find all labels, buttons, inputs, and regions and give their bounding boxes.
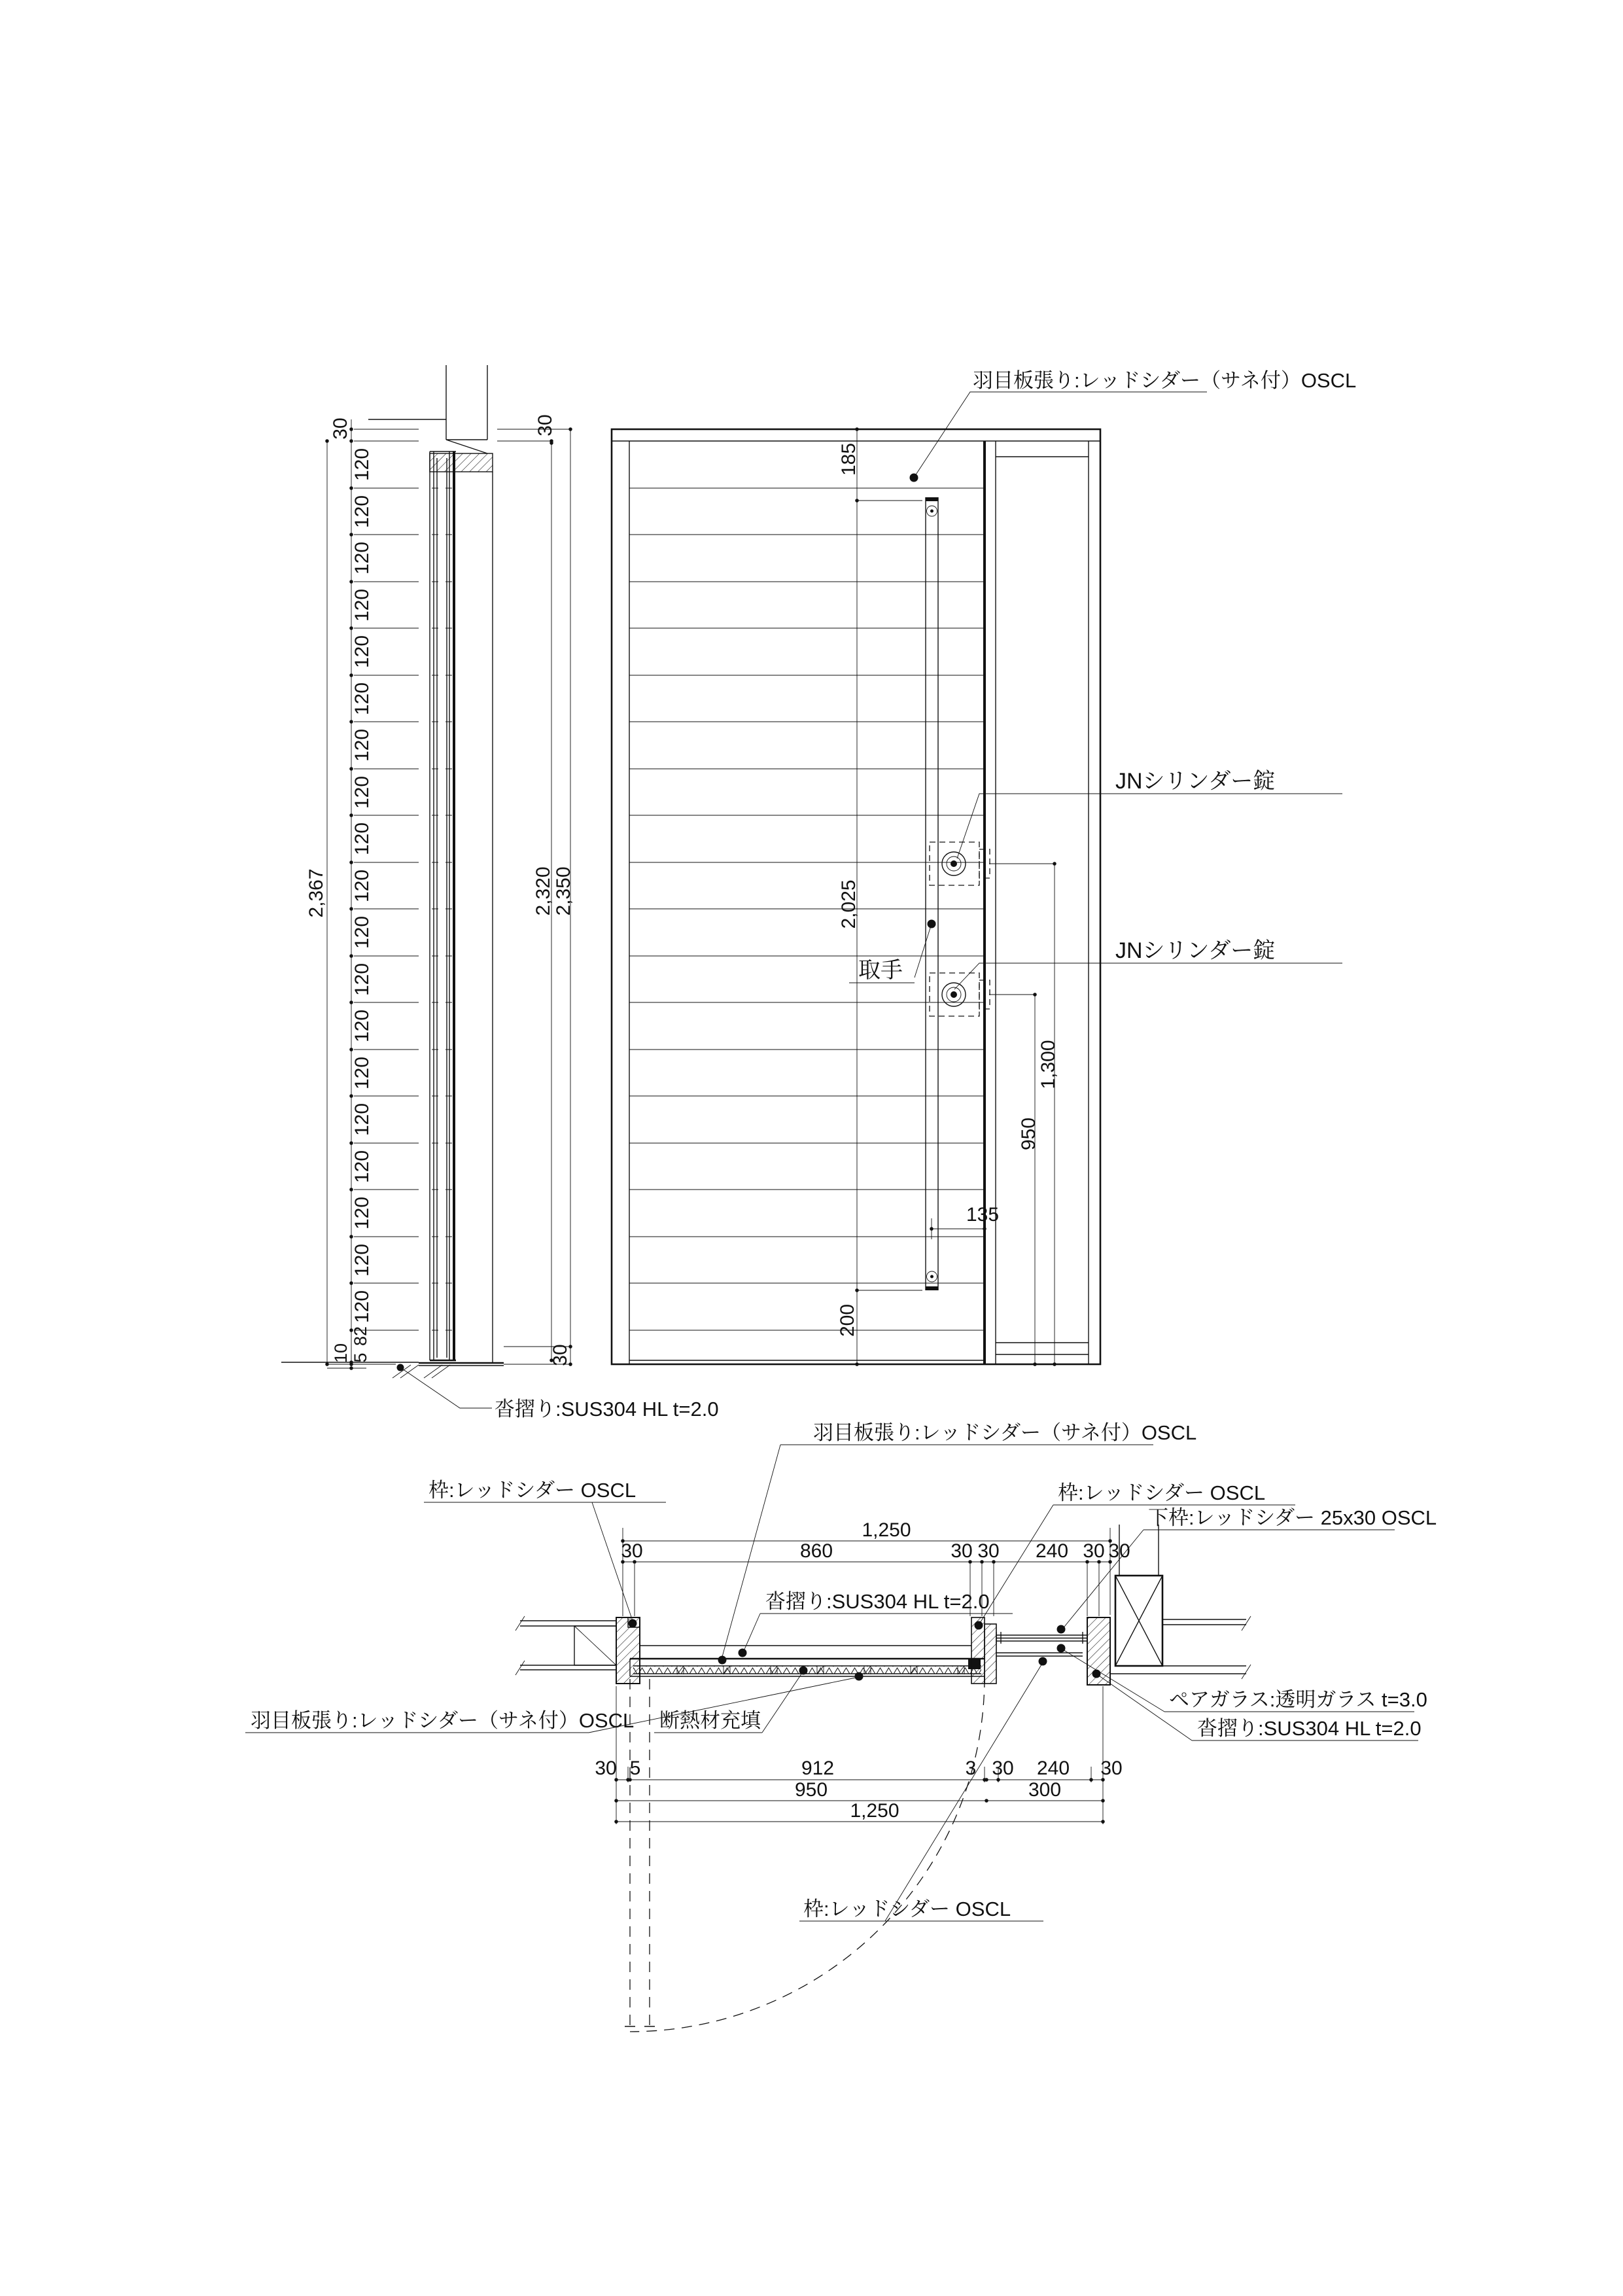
dim-bottom-frame-30: 30 xyxy=(550,1344,571,1366)
label-paneling-plan-left: 羽目板張り:レッドシダー（サネ付）OSCL xyxy=(251,1709,635,1732)
dim-board-9: 120 xyxy=(351,822,373,856)
leader-dot xyxy=(975,1621,983,1630)
dim-plan-top-1: 30 xyxy=(621,1540,643,1562)
dim-board-3: 120 xyxy=(351,541,373,575)
dim-plan-bot-3: 912 xyxy=(801,1757,835,1779)
label-frame-right-top: 枠:レッドシダー OSCL xyxy=(1058,1481,1266,1504)
label-threshold-plan: 沓摺り:SUS304 HL t=2.0 xyxy=(765,1590,990,1613)
label-handle: 取手 xyxy=(858,958,903,983)
label-paneling-plan-top: 羽目板張り:レッドシダー（サネ付）OSCL xyxy=(813,1421,1197,1444)
label-threshold-plan-right: 沓摺り:SUS304 HL t=2.0 xyxy=(1197,1717,1422,1740)
dim-section-top-30: 30 xyxy=(330,417,351,440)
dim-board-14: 120 xyxy=(351,1056,373,1090)
label-frame-left: 枠:レッドシダー OSCL xyxy=(428,1479,637,1502)
dim-board-15: 120 xyxy=(351,1103,373,1137)
dim-plan-bot-7: 30 xyxy=(1100,1757,1123,1779)
dim-board-12: 120 xyxy=(351,963,373,997)
dim-board-5: 120 xyxy=(351,635,373,669)
dim-board-11: 120 xyxy=(351,915,373,949)
dim-plan-total-top: 1,250 xyxy=(862,1519,911,1541)
leader-dot xyxy=(1057,1625,1066,1634)
dim-elev-185: 185 xyxy=(838,442,860,476)
dim-board-1: 120 xyxy=(351,448,373,482)
dim-board-4: 120 xyxy=(351,588,373,622)
dim-board-6: 120 xyxy=(351,682,373,716)
lintel-hatch xyxy=(430,453,493,472)
dim-plan-top-6: 30 xyxy=(1083,1540,1105,1562)
leader-dot xyxy=(1057,1644,1066,1653)
dim-board-13: 120 xyxy=(351,1009,373,1043)
dim-board-17: 120 xyxy=(351,1196,373,1230)
dim-plan-bot-4: 3 xyxy=(965,1757,977,1779)
dim-plan-top-2: 860 xyxy=(799,1540,833,1562)
label-cylinder-lock-1: JNシリンダー錠 xyxy=(1115,769,1276,794)
leader-dot xyxy=(855,1672,864,1681)
dim-board-16: 120 xyxy=(351,1150,373,1184)
label-cylinder-lock-2: JNシリンダー錠 xyxy=(1115,938,1276,963)
label-insulation: 断熱材充填 xyxy=(659,1709,761,1732)
dim-plan-bot-2: 5 xyxy=(629,1757,641,1779)
dim-board-7: 120 xyxy=(351,728,373,762)
plan-section xyxy=(245,1421,1437,2032)
dim-total-2367: 2,367 xyxy=(305,868,327,918)
dim-lock-1300: 1,300 xyxy=(1038,1040,1059,1089)
dim-plan-top-3: 30 xyxy=(951,1540,973,1562)
leader-dot xyxy=(799,1667,808,1675)
leader-dot xyxy=(1039,1657,1047,1666)
door-elevation xyxy=(612,369,1356,1364)
dim-board-10: 120 xyxy=(351,869,373,903)
dim-gap-5: 5 xyxy=(351,1352,370,1363)
dim-plan-950: 950 xyxy=(794,1779,828,1801)
label-threshold-section: 沓摺り:SUS304 HL t=2.0 xyxy=(495,1398,719,1421)
dim-handle-offset-135: 135 xyxy=(966,1204,1000,1226)
dim-plan-total-bottom: 1,250 xyxy=(850,1800,899,1822)
leader-dot xyxy=(1092,1670,1101,1678)
dim-lock-950: 950 xyxy=(1018,1117,1039,1151)
leader-dot xyxy=(739,1649,747,1657)
dim-board-8: 120 xyxy=(351,775,373,809)
dim-step-10: 10 xyxy=(331,1343,351,1364)
dim-elev-200: 200 xyxy=(837,1303,858,1337)
dim-plan-300: 300 xyxy=(1028,1779,1062,1801)
dim-plan-bot-6: 240 xyxy=(1036,1757,1070,1779)
dim-board-19: 120 xyxy=(351,1290,373,1324)
dim-plan-top-5: 240 xyxy=(1035,1540,1069,1562)
cylinder-lock-lower xyxy=(930,973,990,1016)
dim-rail-82: 82 xyxy=(351,1326,370,1347)
label-bottom-rail: 下枠:レッドシダー 25x30 OSCL xyxy=(1148,1506,1437,1529)
label-frame-bottom: 枠:レッドシダー OSCL xyxy=(803,1898,1011,1920)
dim-top-frame-30: 30 xyxy=(534,414,556,436)
dim-board-2: 120 xyxy=(351,495,373,529)
label-pair-glass: ペアガラス:透明ガラス t=3.0 xyxy=(1169,1688,1427,1711)
dim-plan-bot-5: 30 xyxy=(992,1757,1014,1779)
dim-plan-bot-1: 30 xyxy=(595,1757,617,1779)
dim-opening-height-2350: 2,350 xyxy=(553,866,574,916)
dim-door-height-2320: 2,320 xyxy=(532,866,554,916)
door-handle xyxy=(926,497,938,1290)
dim-plan-top-7: 30 xyxy=(1108,1540,1130,1562)
dim-board-18: 120 xyxy=(351,1243,373,1277)
dim-plan-top-4: 30 xyxy=(977,1540,1000,1562)
dim-elev-2025: 2,025 xyxy=(838,879,860,929)
label-paneling-elevation: 羽目板張り:レッドシダー（サネ付）OSCL xyxy=(973,369,1357,392)
vertical-section xyxy=(281,365,719,1421)
cylinder-lock-upper xyxy=(930,842,990,885)
leader-dot xyxy=(718,1656,727,1665)
